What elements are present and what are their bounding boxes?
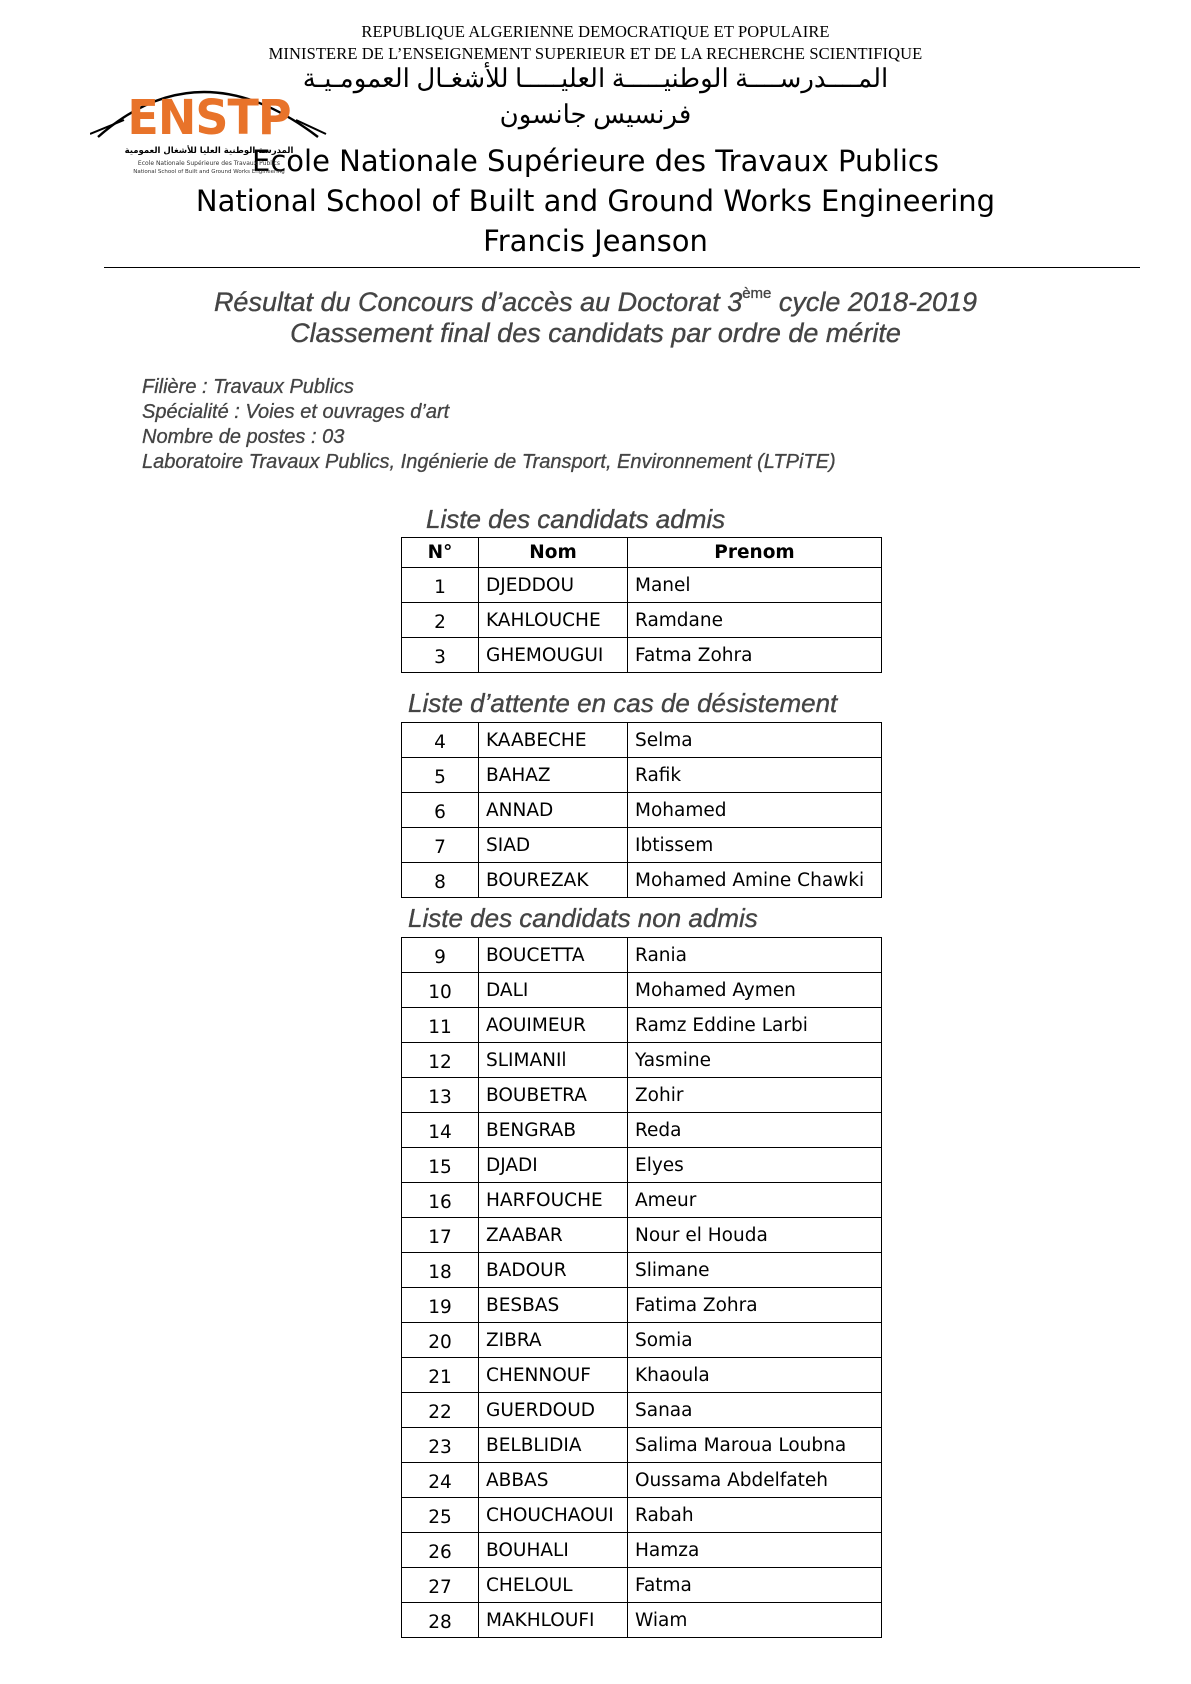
cell-prenom: Salima Maroua Loubna	[628, 1428, 882, 1463]
table-row	[402, 1463, 882, 1498]
cell-number: 4	[402, 723, 479, 758]
table-row	[402, 1533, 882, 1568]
header-nom: Nom	[479, 538, 628, 568]
cell-prenom: Ramz Eddine Larbi	[628, 1008, 882, 1043]
header-school-fr: Ecole Nationale Supérieure des Travaux Publics	[252, 144, 939, 178]
section-title-non-admis: Liste des candidats non admis	[408, 903, 758, 933]
cell-nom: KAHLOUCHE	[479, 603, 628, 638]
logo-acronym: ENSTP	[127, 88, 291, 146]
cell-prenom: Fatima Zohra	[628, 1288, 882, 1323]
cell-number: 26	[402, 1533, 479, 1568]
table-row	[402, 1428, 882, 1463]
info-laboratoire: Laboratoire Travaux Publics, Ingénierie de Transport, Environnement (LTPiTE)	[142, 451, 836, 473]
info-postes: Nombre de postes : 03	[142, 426, 345, 448]
table-row	[402, 568, 882, 603]
table-row	[402, 1288, 882, 1323]
cell-number: 20	[402, 1323, 479, 1358]
cell-nom: SLIMANIl	[479, 1043, 628, 1078]
cell-nom: AOUIMEUR	[479, 1008, 628, 1043]
cell-number: 28	[402, 1603, 479, 1638]
table-row	[402, 1113, 882, 1148]
page-title: Résultat du Concours d’accès au Doctorat 3ème cycle 2018-2019	[213, 285, 978, 317]
cell-nom: DJADI	[479, 1148, 628, 1183]
cell-nom: KAABECHE	[479, 723, 628, 758]
table-row	[402, 603, 882, 638]
cell-number: 2	[402, 603, 479, 638]
cell-number: 5	[402, 758, 479, 793]
cell-number: 21	[402, 1358, 479, 1393]
cell-number: 12	[402, 1043, 479, 1078]
table-row	[402, 1078, 882, 1113]
table-row	[402, 1498, 882, 1533]
cell-prenom: Mohamed Aymen	[628, 973, 882, 1008]
table-row	[402, 758, 882, 793]
cell-prenom: Elyes	[628, 1148, 882, 1183]
table-row	[402, 1603, 882, 1638]
cell-prenom: Hamza	[628, 1533, 882, 1568]
cell-number: 8	[402, 863, 479, 898]
table-row	[402, 1148, 882, 1183]
cell-nom: BOUCETTA	[479, 938, 628, 973]
cell-prenom: Rabah	[628, 1498, 882, 1533]
table-row	[402, 1043, 882, 1078]
table-row	[402, 973, 882, 1008]
cell-nom: BELBLIDIA	[479, 1428, 628, 1463]
logo-arabic: المدرسة الوطنية العليا للأشغال العمومية	[124, 146, 294, 156]
info-filiere: Filière : Travaux Publics	[142, 376, 354, 398]
header-republic: REPUBLIQUE ALGERIENNE DEMOCRATIQUE ET POPULAIRE	[361, 22, 830, 41]
cell-prenom: Ameur	[628, 1183, 882, 1218]
section-title-attente: Liste d’attente en cas de désistement	[408, 688, 838, 718]
page-subtitle: Classement final des candidats par ordre de mérite	[290, 318, 901, 348]
cell-prenom: Manel	[628, 568, 882, 603]
cell-number: 16	[402, 1183, 479, 1218]
section-title-admis: Liste des candidats admis	[426, 504, 726, 534]
header-n: N°	[402, 538, 479, 568]
cell-nom: ABBAS	[479, 1463, 628, 1498]
header-arabic-school: المــــدرســــة الوطنيـــــة العليـــــا للأشغـال العمومـيـة	[302, 64, 889, 93]
cell-nom: BADOUR	[479, 1253, 628, 1288]
cell-nom: ANNAD	[479, 793, 628, 828]
table-non-admis	[401, 937, 882, 1638]
cell-nom: CHENNOUF	[479, 1358, 628, 1393]
header-school-name: Francis Jeanson	[483, 224, 708, 258]
cell-prenom: Nour el Houda	[628, 1218, 882, 1253]
cell-nom: BAHAZ	[479, 758, 628, 793]
cell-number: 3	[402, 638, 479, 673]
table-row	[402, 723, 882, 758]
cell-number: 14	[402, 1113, 479, 1148]
cell-number: 1	[402, 568, 479, 603]
table-row	[402, 828, 882, 863]
cell-prenom: Zohir	[628, 1078, 882, 1113]
cell-prenom: Rania	[628, 938, 882, 973]
cell-prenom: Wiam	[628, 1603, 882, 1638]
cell-nom: BOUREZAK	[479, 863, 628, 898]
cell-number: 10	[402, 973, 479, 1008]
cell-nom: DJEDDOU	[479, 568, 628, 603]
cell-nom: BOUBETRA	[479, 1078, 628, 1113]
cell-nom: CHELOUL	[479, 1568, 628, 1603]
table-row	[402, 938, 882, 973]
table-row	[402, 863, 882, 898]
logo-en: National School of Built and Ground Works Engineering	[133, 169, 285, 175]
cell-number: 6	[402, 793, 479, 828]
table-row	[402, 1358, 882, 1393]
cell-number: 7	[402, 828, 479, 863]
cell-prenom: Oussama Abdelfateh	[628, 1463, 882, 1498]
table-row	[402, 1323, 882, 1358]
cell-number: 9	[402, 938, 479, 973]
table-row	[402, 1253, 882, 1288]
logo-fr: Ecole Nationale Supérieure des Travaux Publics	[137, 160, 281, 167]
cell-prenom: Somia	[628, 1323, 882, 1358]
cell-number: 25	[402, 1498, 479, 1533]
cell-prenom: Reda	[628, 1113, 882, 1148]
cell-nom: BENGRAB	[479, 1113, 628, 1148]
cell-prenom: Mohamed	[628, 793, 882, 828]
cell-number: 17	[402, 1218, 479, 1253]
cell-nom: ZAABAR	[479, 1218, 628, 1253]
cell-number: 23	[402, 1428, 479, 1463]
cell-prenom: Fatma	[628, 1568, 882, 1603]
table-row	[402, 638, 882, 673]
table-row	[402, 1393, 882, 1428]
cell-prenom: Khaoula	[628, 1358, 882, 1393]
cell-number: 24	[402, 1463, 479, 1498]
cell-nom: ZIBRA	[479, 1323, 628, 1358]
table-header-row	[402, 538, 882, 568]
cell-prenom: Rafik	[628, 758, 882, 793]
table-attente	[401, 722, 882, 898]
cell-prenom: Ibtissem	[628, 828, 882, 863]
header-school-en: National School of Built and Ground Works Engineering	[195, 184, 996, 218]
table-admis	[401, 537, 882, 673]
cell-prenom: Mohamed Amine Chawki	[628, 863, 882, 898]
cell-prenom: Fatma Zohra	[628, 638, 882, 673]
header-ministry: MINISTERE DE L’ENSEIGNEMENT SUPERIEUR ET DE LA RECHERCHE SCIENTIFIQUE	[268, 44, 923, 63]
cell-prenom: Sanaa	[628, 1393, 882, 1428]
enstp-logo	[90, 62, 330, 182]
cell-number: 18	[402, 1253, 479, 1288]
cell-nom: BOUHALI	[479, 1533, 628, 1568]
header-arabic-name: فرنسيس جانسون	[499, 100, 692, 129]
info-specialite: Spécialité : Voies et ouvrages d’art	[142, 401, 450, 423]
table-row	[402, 1183, 882, 1218]
header-divider	[104, 267, 1140, 268]
cell-prenom: Slimane	[628, 1253, 882, 1288]
table-row	[402, 1568, 882, 1603]
table-row	[402, 1218, 882, 1253]
cell-nom: GHEMOUGUI	[479, 638, 628, 673]
cell-nom: DALI	[479, 973, 628, 1008]
cell-nom: SIAD	[479, 828, 628, 863]
table-row	[402, 1008, 882, 1043]
cell-number: 27	[402, 1568, 479, 1603]
header-prenom: Prenom	[628, 538, 882, 568]
cell-prenom: Selma	[628, 723, 882, 758]
cell-nom: MAKHLOUFI	[479, 1603, 628, 1638]
cell-number: 13	[402, 1078, 479, 1113]
cell-nom: BESBAS	[479, 1288, 628, 1323]
cell-number: 22	[402, 1393, 479, 1428]
cell-number: 19	[402, 1288, 479, 1323]
cell-nom: CHOUCHAOUI	[479, 1498, 628, 1533]
cell-number: 15	[402, 1148, 479, 1183]
cell-nom: HARFOUCHE	[479, 1183, 628, 1218]
cell-nom: GUERDOUD	[479, 1393, 628, 1428]
cell-number: 11	[402, 1008, 479, 1043]
cell-prenom: Yasmine	[628, 1043, 882, 1078]
cell-prenom: Ramdane	[628, 603, 882, 638]
table-row	[402, 793, 882, 828]
